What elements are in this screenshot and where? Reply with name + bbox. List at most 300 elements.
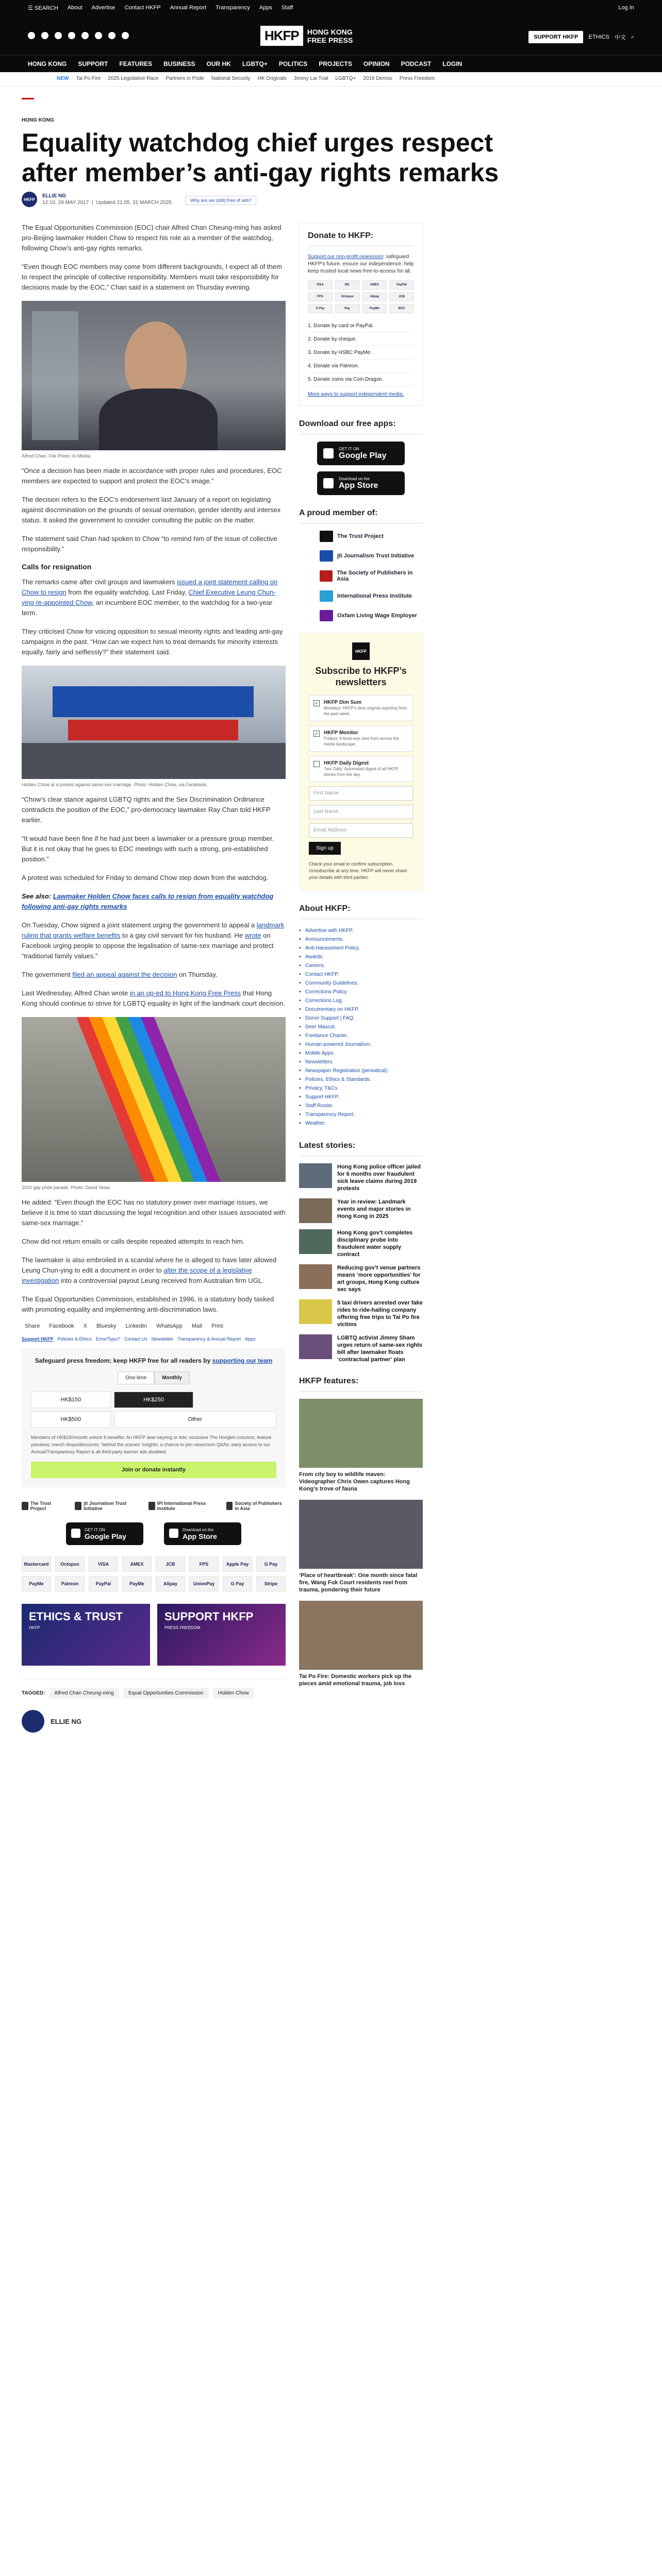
social-icons — [28, 32, 129, 39]
share-button[interactable]: Print — [211, 1323, 223, 1329]
figure-holden-chow-protest — [22, 666, 286, 787]
paragraph — [22, 577, 286, 618]
section-accent — [22, 98, 34, 99]
donate-methods-list — [308, 319, 414, 386]
about-link[interactable]: • Advertise with HKFP. — [299, 926, 423, 935]
author-name[interactable]: ELLIE NG — [42, 193, 67, 199]
latest-story[interactable] — [299, 1229, 423, 1258]
promo-sub: PRESS FREEDOM — [164, 1625, 201, 1630]
text: on Facebook urging people to oppose the legalisation of same-sex marriage and protect “traditional family values.” — [22, 931, 274, 960]
byline-meta: ELLIE NG 12:10, 29 MAY 2017 | Updated 21:05, 31 MARCH 2025 — [42, 193, 172, 206]
masthead — [0, 19, 662, 55]
figure-caption: Alfred Chan. File Photo: In-Media. — [22, 453, 92, 459]
logo-text — [307, 28, 353, 44]
article-body — [22, 223, 286, 1733]
payment-logo: FPS — [189, 1556, 219, 1572]
paragraph: Chow did not return emails or calls despite repeated attempts to reach him. — [22, 1238, 245, 1245]
latest-story[interactable] — [299, 1299, 423, 1328]
features-heading: HKFP features: — [299, 1377, 423, 1392]
why-ad-free-link[interactable]: Why are we (still) free of ads? — [186, 196, 256, 205]
latest-story[interactable] — [299, 1163, 423, 1192]
email-input[interactable]: Email Address — [309, 823, 413, 838]
support-links — [22, 1336, 286, 1342]
newsletter-fineprint: Check your email to confirm subscription. Unsubscribe at any time. HKFP will never share your details with third parties. — [309, 861, 407, 880]
join-donate-button[interactable]: Join or donate instantly — [31, 1462, 276, 1478]
text: to a gay civil servant for his husband. He — [120, 931, 245, 939]
member-logo[interactable] — [299, 590, 423, 602]
trending-link[interactable]: National Security — [211, 76, 251, 81]
donate-method[interactable]: 3. Donate by HSBC PayMe. — [308, 346, 414, 360]
tag-chip[interactable]: Alfred Chan Cheung-ming — [49, 1688, 119, 1699]
about-link[interactable]: • Careers. — [299, 961, 423, 970]
latest-story[interactable] — [299, 1334, 423, 1363]
text: , an incumbent EOC member, to the watchdog for a two-year term. — [22, 599, 273, 617]
donate-method[interactable]: 5. Donate coins via Coin Dragon. — [308, 373, 414, 386]
search-icon[interactable]: ⌕ — [631, 33, 634, 40]
app-download-row — [22, 1522, 286, 1545]
member-label: jti Journalism Trust Initiative — [337, 553, 415, 559]
amount-other[interactable]: Other — [114, 1411, 276, 1428]
payment-logo: PayMe — [22, 1576, 51, 1591]
about-link[interactable]: • Donor Support | FAQ. — [299, 1014, 423, 1023]
instagram-icon[interactable] — [55, 32, 62, 39]
trust-project-icon — [22, 1502, 28, 1510]
member-label: Oxfam Living Wage Employer — [337, 613, 417, 619]
trending-link[interactable]: 2019 Demos — [363, 76, 392, 81]
nav-item[interactable]: POLITICS — [278, 60, 308, 67]
photo-pride-parade[interactable] — [22, 1017, 286, 1182]
share-button[interactable]: Bluesky — [96, 1323, 117, 1329]
feature-image[interactable] — [299, 1399, 423, 1468]
paragraph: The decision refers to the EOC’s endorsement last January of a report on legislating against discrimination on the grounds of sexual orientation, gender identity and intersex status. It asked the government to consider consulting the public on the matter. — [22, 496, 281, 524]
logo-label: Society of Publishers in Asia — [235, 1501, 282, 1511]
latest-list — [299, 1163, 423, 1363]
about-link[interactable]: • Documentary on HKFP. — [299, 1005, 423, 1014]
nav-item[interactable]: PODCAST — [401, 60, 432, 67]
text: Safeguard press freedom; keep HKFP free for all readers by — [35, 1357, 212, 1364]
about-link[interactable]: • Corrections Log. — [299, 996, 423, 1005]
story-headline[interactable]: Reducing gov’t venue partners means ‘more opportunities’ for art groups, Hong Kong culture sec says — [337, 1265, 421, 1293]
tags-label: TAGGED: — [22, 1690, 45, 1696]
store-big: Google Play — [85, 1532, 126, 1540]
member-logo-icon — [320, 550, 333, 562]
about-link[interactable]: • Anti-Harassment Policy. — [299, 944, 423, 953]
trending-link[interactable]: Partners in Pride — [166, 76, 205, 81]
logo-label: The Trust Project — [30, 1501, 52, 1511]
trending-bar — [0, 72, 662, 87]
about-link[interactable]: • Weather. — [299, 1119, 423, 1128]
trending-link[interactable]: Jimmy Lai Trial — [293, 76, 328, 81]
option-name: HKFP Dim Sum — [324, 700, 362, 705]
feature-headline[interactable]: ‘Place of heartbreak’: One month since fatal fire, Wang Fuk Court residents reel from trauma, pondering their future — [299, 1572, 418, 1593]
payment-logo: G Pay — [223, 1576, 252, 1591]
section-tag[interactable]: HONG KONG — [22, 117, 54, 123]
store-big: Google Play — [339, 451, 387, 460]
about-link[interactable]: • Staff Roster. — [299, 1101, 423, 1110]
about-link[interactable]: • Privacy, T&Cs. — [299, 1084, 423, 1093]
story-thumbnail[interactable] — [299, 1229, 332, 1254]
youtube-icon[interactable] — [81, 32, 89, 39]
support-link[interactable]: Apps — [244, 1336, 256, 1342]
about-link[interactable]: • Freelance Charter. — [299, 1031, 423, 1040]
paragraph: A protest was scheduled for Friday to demand Chow step down from the watchdog. — [22, 874, 269, 882]
story-thumbnail[interactable] — [299, 1163, 332, 1188]
landmark-ruling-link[interactable]: landmark ruling that grants welfare benefits — [22, 921, 285, 939]
sopa-icon — [226, 1502, 233, 1510]
donate-method[interactable]: 4. Donate via Patreon. — [308, 360, 414, 373]
trending-link[interactable]: Tai Po Fire — [76, 76, 101, 81]
story-headline[interactable]: 5 taxi drivers arrested over fake rides to ride-hailing company offering free trips to Tai Po fire victims — [337, 1300, 423, 1328]
text: The lawmaker is also embroiled in a scandal where he is alleged to have later allowed Leung Chun-ying to edit a document in order to — [22, 1256, 277, 1274]
payment-logo: BOC — [389, 304, 414, 313]
reappointment-link[interactable]: Chief Executive Leung Chun-ying re-appointed Chow — [22, 588, 276, 606]
see-also — [22, 891, 286, 912]
joint-statement-link[interactable]: issued a joint statement calling on Chow to resign — [22, 578, 278, 596]
amount-options — [31, 1392, 276, 1428]
about-link[interactable]: • Policies, Ethics & Standards. — [299, 1075, 423, 1084]
promo-row — [22, 1604, 286, 1666]
linkedin-icon[interactable] — [95, 32, 102, 39]
figure-caption: Holden Chow at a protest against same-sex marriage. Photo: Holden Chow, via Facebook. — [22, 782, 208, 787]
store-small: GET IT ON — [85, 1527, 105, 1532]
paragraph: “Even though EOC members may come from different backgrounds, I expect all of them to respect the principle of collective responsibility. Members must take responsibility for decisions made by the EOC,” Chan said in a statement on Thursday evening. — [22, 263, 282, 291]
support-link[interactable]: Support HKFP — [22, 1336, 54, 1342]
about-link[interactable]: • Announcements. — [299, 935, 423, 944]
support-link[interactable]: Policies & Ethics — [57, 1336, 92, 1342]
amount-500[interactable]: HK$500 — [31, 1411, 111, 1428]
paragraph: The Equal Opportunities Commission (EOC) chair Alfred Chan Cheung-ming has asked pro-Beijing lawmaker Holden Chow to respect his role as a member of the watchdog, following Chow’s anti-gay rights remarks. — [22, 224, 282, 252]
logo-line-1: HONG KONG — [307, 27, 353, 36]
latest-story[interactable] — [299, 1264, 423, 1293]
nav-item[interactable]: LOGIN — [442, 60, 462, 67]
payment-logo: AMEX — [362, 280, 387, 290]
google-play-icon — [323, 448, 334, 459]
support-promo[interactable] — [157, 1604, 286, 1666]
donate-widget — [299, 223, 423, 406]
nav-item[interactable]: OPINION — [363, 60, 390, 67]
more-ways-link[interactable]: More ways to support independent media. — [308, 392, 404, 397]
trending-link[interactable]: LGBTQ+ — [335, 76, 356, 81]
nav-item[interactable]: FEATURES — [119, 60, 153, 67]
story-thumbnail[interactable] — [299, 1198, 332, 1223]
about-link[interactable]: • Newspaper Registration (periodical). — [299, 1066, 423, 1075]
newsletter-title: Subscribe to HKFP’s newsletters — [315, 666, 407, 687]
about-link[interactable]: • Newsletters. — [299, 1058, 423, 1066]
site-logo[interactable] — [260, 26, 353, 46]
paragraph: He added: “Even though the EOC has no statutory power over marriage issues, we believe it is time to start discussing the legal recognition and other issues associated with same-sex marriage.” — [22, 1198, 286, 1227]
investigation-link[interactable]: alter the scope of a legislative investigation — [22, 1266, 252, 1284]
logo-line-2: FREE PRESS — [307, 36, 353, 44]
author-avatar[interactable] — [22, 1710, 44, 1733]
tag-chip[interactable]: Holden Chow — [213, 1688, 254, 1699]
paragraph: “It would have been fine if he had just been a lawmaker or a pressure group member. But it is not okay that he goes to EOC meetings with such a strong, pre-established position.” — [22, 835, 274, 863]
feature-image[interactable] — [299, 1601, 423, 1670]
photo-alfred-chan[interactable] — [22, 301, 286, 450]
nav-item[interactable]: SUPPORT — [78, 60, 108, 67]
features-list — [299, 1399, 423, 1687]
nav-item[interactable]: BUSINESS — [163, 60, 195, 67]
support-link[interactable]: Error/Typo? — [96, 1336, 121, 1342]
figure-pride-parade — [22, 1017, 286, 1190]
store-big: App Store — [183, 1532, 217, 1540]
feature-image[interactable] — [299, 1500, 423, 1569]
member-logo-icon — [320, 531, 333, 542]
tags-row — [22, 1679, 286, 1699]
logo-box: HKFP — [260, 26, 303, 46]
checkbox-icon[interactable] — [313, 761, 320, 767]
nav-item[interactable]: HONG KONG — [28, 60, 67, 67]
share-button[interactable]: LinkedIn — [125, 1323, 147, 1329]
facebook-post-link[interactable]: wrote — [244, 931, 261, 939]
support-team-link[interactable]: supporting our team — [212, 1357, 273, 1364]
member-logo-icon — [320, 610, 333, 621]
monthly-option[interactable]: Monthly — [154, 1371, 189, 1384]
utility-link[interactable]: Apps — [259, 5, 272, 11]
utility-link[interactable]: Transparency — [216, 5, 250, 11]
ethics-link[interactable]: ETHICS — [588, 34, 609, 40]
share-button[interactable]: X — [83, 1323, 88, 1329]
apple-icon — [323, 478, 334, 488]
option-name: HKFP Monitor — [324, 730, 358, 736]
paragraph: “Once a decision has been made in accordance with proper rules and procedures, EOC members are expected to support and protect the EOC’s image.” — [22, 467, 282, 485]
story-thumbnail[interactable] — [299, 1264, 332, 1289]
utility-link[interactable]: Annual Report — [170, 5, 207, 11]
donate-heading: Donate to HKFP: — [308, 231, 414, 246]
story-headline[interactable]: LGBTQ activist Jimmy Sham urges return of same-sex rights bill after lawmaker floats ‘contractual partner’ plan — [337, 1335, 423, 1363]
apple-icon — [169, 1529, 178, 1538]
appeal-link[interactable]: filed an appeal against the decision — [72, 971, 177, 978]
newsletter-option-digest[interactable] — [309, 756, 413, 782]
donate-method[interactable]: 1. Donate by card or PayPal. — [308, 319, 414, 333]
feature-headline[interactable]: Tai Po Fire: Domestic workers pick up the pieces amid emotional trauma, job loss — [299, 1673, 412, 1687]
payment-methods — [22, 1556, 286, 1591]
share-button[interactable]: Mail — [191, 1323, 203, 1329]
share-button[interactable]: WhatsApp — [156, 1323, 183, 1329]
story-thumbnail[interactable] — [299, 1334, 332, 1359]
donate-panel — [22, 1348, 286, 1487]
payment-logo: Apple Pay — [223, 1556, 252, 1572]
paragraph: They criticised Chow for voicing opposition to sexual minority rights and leading anti-gay campaigns in the past. “How can we expect him to treat demands for minority interests equally, fairly and selflessly?” their statement said. — [22, 628, 283, 656]
login-link[interactable]: Log In — [618, 5, 634, 11]
donate-panel-head — [31, 1357, 276, 1364]
payment-logo: G Pay — [308, 304, 333, 313]
paragraph: The statement said Chan had spoken to Chow “to remind him of the issue of collective responsibility.” — [22, 535, 277, 553]
updated-date: Updated 21:05, 31 MARCH 2025 — [95, 200, 172, 206]
utility-link[interactable]: About — [67, 5, 82, 11]
support-link[interactable]: Newsletter — [151, 1336, 174, 1342]
member-logo[interactable] — [299, 570, 423, 582]
author-box — [22, 1710, 286, 1733]
nav-item[interactable]: LGBTQ+ — [242, 60, 268, 67]
signup-button[interactable]: Sign up — [309, 842, 341, 855]
story-headline[interactable]: Year in review: Landmark events and major stories in Hong Kong in 2025 — [337, 1199, 411, 1219]
trust-project-logo[interactable] — [22, 1501, 60, 1511]
apps-heading: Download our free apps: — [299, 419, 423, 434]
whatsapp-icon[interactable] — [108, 32, 115, 39]
payment-logo: UnionPay — [189, 1576, 219, 1591]
ipi-logo[interactable] — [148, 1501, 212, 1511]
support-newsroom-link[interactable]: Support our non-profit newsroom — [308, 254, 384, 260]
support-link[interactable]: Transparency & Annual Report — [177, 1336, 241, 1342]
payment-logo: Pay — [335, 304, 360, 313]
paragraph — [22, 920, 286, 961]
payment-logo: AMEX — [122, 1556, 152, 1572]
payment-logo: Alipay — [362, 292, 387, 301]
payment-logo: PayPal — [389, 280, 414, 290]
store-small: GET IT ON — [339, 446, 359, 451]
donate-method[interactable]: 2. Donate by cheque. — [308, 333, 414, 346]
jti-icon — [75, 1502, 81, 1510]
ipi-icon — [148, 1502, 155, 1510]
text: On Tuesday, Chow signed a joint statement urging the government to appeal a — [22, 921, 257, 929]
payment-logo: JCB — [156, 1556, 185, 1572]
about-link[interactable]: • Mobile Apps. — [299, 1049, 423, 1058]
payment-logo: G Pay — [256, 1556, 286, 1572]
google-play-button[interactable] — [317, 442, 405, 465]
payment-logo: Mastercard — [22, 1556, 51, 1572]
trending-items — [57, 76, 435, 81]
share-label: Share — [25, 1323, 40, 1329]
share-bar — [22, 1323, 286, 1329]
facebook-icon[interactable] — [28, 32, 35, 39]
donate-text — [308, 253, 414, 275]
about-link[interactable]: • Human-powered Journalism. — [299, 1040, 423, 1049]
sidebar — [299, 223, 423, 1694]
feature-story[interactable] — [299, 1399, 423, 1493]
chinese-link[interactable]: 中文 — [614, 35, 626, 41]
about-link[interactable]: • Corrections Policy. — [299, 988, 423, 996]
frequency-toggle — [31, 1371, 276, 1384]
utility-link[interactable]: Contact HKFP — [124, 5, 161, 11]
trending-link[interactable]: Press Freedom — [399, 76, 435, 81]
newsletter-widget — [299, 633, 423, 891]
first-name-input[interactable]: First Name — [309, 786, 413, 801]
payment-logo: VISA — [89, 1556, 118, 1572]
membership-perks: Members of HK$150/month unlock 6 benefits: An HKFP deer keyring or tote; exclusive The Hongkin columns; feature previews; merch drops/discounts; 'behind the scenes' insights; a chance to join newsroom Q&As; early access to our Annual/Transparency Report & all third-party banner ads disabled. — [31, 1435, 272, 1454]
masthead-actions — [528, 31, 634, 43]
promo-title: SUPPORT HKFP — [164, 1610, 254, 1623]
member-logo[interactable] — [299, 531, 423, 542]
feature-story[interactable] — [299, 1601, 423, 1687]
paragraph: The Equal Opportunities Commission, established in 1996, is a statutory body tasked with promoting equality and implementing anti-discrimination laws. — [22, 1295, 274, 1313]
amount-250[interactable]: HK$250 — [114, 1392, 194, 1408]
share-button[interactable]: Facebook — [49, 1323, 74, 1329]
paragraph: “Chow’s clear stance against LGBTQ rights and the Sex Discrimination Ordinance contradicts the position of the EOC,” pro-democracy lawmaker Ray Chan told HKFP earlier. — [22, 795, 271, 824]
photo-holden-chow-protest[interactable] — [22, 666, 286, 779]
member-logo-icon — [320, 590, 333, 602]
story-thumbnail[interactable] — [299, 1299, 332, 1324]
trending-link[interactable]: HK Originals — [257, 76, 287, 81]
story-headline[interactable]: Hong Kong police officer jailed for 6 months over fraudulent sick leave claims during 2019 protests — [337, 1164, 421, 1192]
amount-150[interactable]: HK$150 — [31, 1392, 111, 1408]
payment-logo: Octopus — [335, 292, 360, 301]
trending-link[interactable]: 2025 Legislative Race — [108, 76, 159, 81]
x-icon[interactable] — [41, 32, 48, 39]
payment-logo: PayPal — [89, 1576, 118, 1591]
latest-story[interactable] — [299, 1198, 423, 1223]
checkbox-checked-icon[interactable]: ✓ — [313, 731, 320, 737]
app-store-button[interactable] — [317, 471, 405, 495]
about-link[interactable]: • Community Guidelines. — [299, 979, 423, 988]
member-label: International Press Institute — [337, 593, 412, 599]
paragraph — [22, 1255, 286, 1286]
payment-mini — [308, 280, 414, 313]
app-store-button[interactable] — [164, 1522, 241, 1545]
support-hkfp-button[interactable]: SUPPORT HKFP — [528, 31, 583, 43]
telegram-icon[interactable] — [122, 32, 129, 39]
author-avatar[interactable]: HKFP — [22, 192, 37, 207]
member-heading: A proud member of: — [299, 509, 423, 523]
sopa-logo[interactable] — [226, 1501, 286, 1511]
store-big: App Store — [339, 481, 378, 490]
about-link[interactable]: • Awards. — [299, 953, 423, 961]
text: from the equality watchdog. Last Friday, — [66, 588, 189, 596]
about-link[interactable]: • Deer Mascot. — [299, 1023, 423, 1031]
ethics-promo[interactable] — [22, 1604, 150, 1666]
option-desc: 7am Daily: Automated digest of all HKFP stories from the day. — [324, 767, 399, 777]
utility-link[interactable]: ☰ SEARCH — [28, 5, 58, 11]
last-name-input[interactable]: Last Name — [309, 805, 413, 819]
feature-story[interactable] — [299, 1500, 423, 1594]
newsletter-option-monitor[interactable] — [309, 725, 413, 752]
subheading: Calls for resignation — [22, 563, 92, 571]
utility-link[interactable]: Advertise — [91, 5, 115, 11]
promo-sub: HKFP — [29, 1625, 40, 1630]
about-link[interactable]: • Contact HKFP. — [299, 970, 423, 979]
checkbox-checked-icon[interactable]: ✓ — [313, 700, 320, 706]
support-link[interactable]: Contact Us — [124, 1336, 147, 1342]
store-small: Download on the — [183, 1527, 214, 1532]
publish-date: 12:10, 29 MAY 2017 — [42, 200, 89, 206]
see-also-link[interactable]: Lawmaker Holden Chow faces calls to resign from equality watchdog following anti-gay rights remarks — [22, 892, 274, 910]
story-headline[interactable]: Hong Kong gov’t completes disciplinary probe into fraudulent water supply contract — [337, 1230, 413, 1258]
store-small: Download on the — [339, 476, 370, 481]
payment-logo: Stripe — [256, 1576, 286, 1591]
newsletter-option-dimsum[interactable] — [309, 695, 413, 721]
google-play-icon — [71, 1529, 80, 1538]
figure-caption: 2015 gay pride parade. Photo: David Yeow. — [22, 1185, 111, 1190]
main-nav — [0, 55, 662, 72]
nav-item[interactable]: OUR HK — [206, 60, 231, 67]
member-label: The Society of Publishers in Asia — [337, 570, 413, 582]
payment-logo: Alipay — [156, 1576, 185, 1591]
logo-label: IPI International Press Institute — [157, 1501, 206, 1511]
google-play-button[interactable] — [66, 1522, 143, 1545]
tag-chip[interactable]: Equal Opportunities Commission — [123, 1688, 209, 1699]
member-logo[interactable] — [299, 550, 423, 562]
author-box-name[interactable]: ELLIE NG — [51, 1717, 81, 1725]
nav-item[interactable]: PROJECTS — [319, 60, 352, 67]
utility-links-right — [618, 5, 634, 11]
payment-logo: Patreon — [55, 1576, 85, 1591]
about-link[interactable]: • Transparency Report. — [299, 1110, 423, 1119]
member-logo[interactable] — [299, 610, 423, 621]
jti-logo[interactable] — [75, 1501, 134, 1511]
member-label: The Trust Project — [337, 533, 384, 539]
text: The government — [22, 971, 73, 978]
op-ed-link[interactable]: in an op-ed to Hong Kong Free Press — [129, 989, 241, 997]
payment-logo: FPS — [308, 292, 333, 301]
one-time-option[interactable]: One-time — [118, 1371, 154, 1384]
utility-link[interactable]: Staff — [281, 5, 293, 11]
about-link[interactable]: • Support HKFP. — [299, 1093, 423, 1101]
threads-icon[interactable] — [68, 32, 75, 39]
article-title: Equality watchdog chief urges respect after member’s anti-gay rights remarks — [22, 128, 499, 187]
figure-alfred-chan — [22, 301, 286, 459]
option-desc: Fridays: A birds-eye view from across the media landscape. — [324, 736, 399, 747]
text: The remarks came after civil groups and lawmakers — [22, 578, 177, 586]
feature-headline[interactable]: From city boy to wildlife maven: Videographer Chris Owen captures Hong Kong’s trove of fauna — [299, 1471, 410, 1492]
